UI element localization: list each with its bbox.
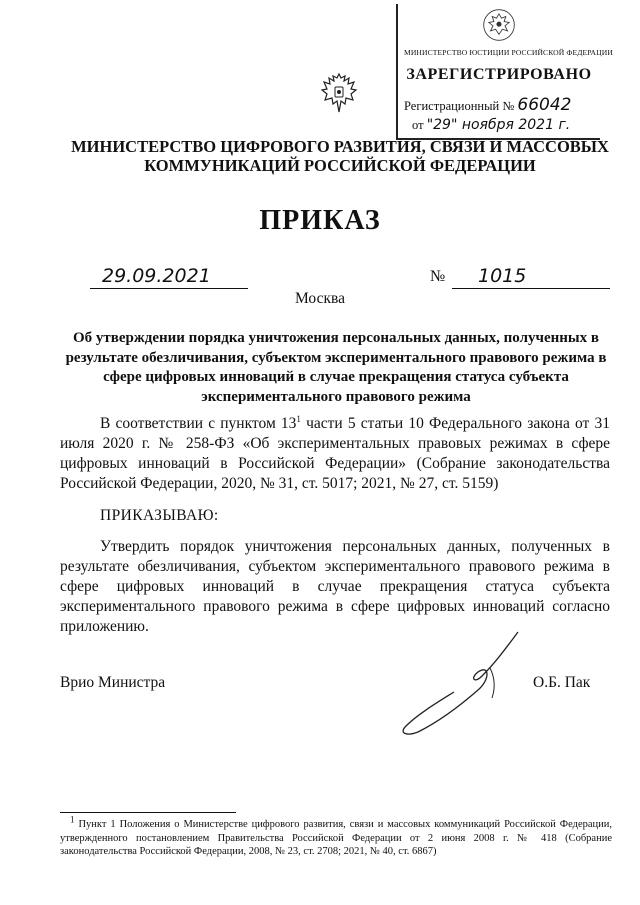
stamp-ministry: МИНИСТЕРСТВО ЮСТИЦИИ РОССИЙСКОЙ ФЕДЕРАЦИИ — [404, 48, 613, 57]
order-date: 29.09.2021 — [102, 265, 211, 287]
doc-type: ПРИКАЗ — [259, 205, 381, 236]
coat-of-arms-icon — [319, 72, 359, 116]
ministry-line-1: МИНИСТЕРСТВО ЦИФРОВОГО РАЗВИТИЯ, СВЯЗИ И МАССОВЫХ — [71, 137, 609, 156]
stamp-status: ЗАРЕГИСТРИРОВАНО — [406, 66, 592, 83]
footnote-divider — [60, 812, 236, 813]
stamp-reg-number: 66042 — [517, 95, 572, 115]
stamp-reg-line — [404, 95, 600, 115]
stamp-eagle-emblem-icon — [482, 8, 516, 42]
signer-title: Врио Министра — [60, 674, 166, 691]
stamp-reg-label: Регистрационный № — [404, 99, 515, 113]
signer-name: О.Б. Пак — [533, 674, 591, 691]
ministry-name — [60, 137, 620, 175]
city: Москва — [295, 290, 345, 307]
order-number-field — [452, 262, 610, 289]
preamble-end: части 5 статьи 10 Федерального закона от 31 июля 2020 г. № 258-ФЗ «Об экспериментальных правовых режимах в сфере цифровых инноваций в Российской Федерации» (Собрание законодательства Российской Федерации, 2020, № 31, ст. 5017; 2021, № 27, ст. 5159) — [60, 415, 610, 492]
footnote-text: Пункт 1 Положения о Министерстве цифрового развития, связи и массовых коммуникаций Российской Федерации, утвержденного постановлением Правительства Российской Федерации от 2 июня 2008 г. № 418 (Собрание законодательства Российской Федерации, 2008, № 23, ст. 2708; 2021, № 40, ст. 6867) — [60, 819, 612, 857]
order-paragraph: Утвердить порядок уничтожения персональных данных, полученных в результате обезличивания, субъектом экспериментального правового режима в сфере цифровых инноваций в случае прекращения статуса субъекта экспериментального правового режима в сфере цифровых инноваций согласно приложению. — [60, 538, 610, 635]
registration-stamp — [396, 4, 613, 140]
handwritten-signature — [378, 628, 538, 738]
preamble-paragraph — [60, 414, 610, 494]
order-date-field — [90, 262, 248, 289]
order-word: ПРИКАЗЫВАЮ: — [100, 507, 219, 524]
order-number: 1015 — [478, 265, 527, 287]
stamp-date-value: "29" ноября 2021 г. — [426, 117, 571, 133]
order-title: Об утверждении порядка уничтожения персональных данных, полученных в результате обезличивания, субъектом экспериментального правового режима в сфере цифровых инноваций в случае прекращения статуса субъекта экспериментального правового режима — [65, 330, 607, 405]
footnote — [60, 814, 612, 859]
stamp-date-prefix: от — [412, 118, 424, 132]
stamp-date-line — [412, 117, 602, 133]
footnote-mark: 1 — [70, 814, 75, 825]
ministry-line-2: КОММУНИКАЦИЙ РОССИЙСКОЙ ФЕДЕРАЦИИ — [144, 156, 536, 175]
footnote-ref: 1 — [296, 413, 301, 424]
preamble-start: В соответствии с пунктом 13 — [100, 415, 297, 432]
order-number-label: № — [430, 268, 446, 285]
